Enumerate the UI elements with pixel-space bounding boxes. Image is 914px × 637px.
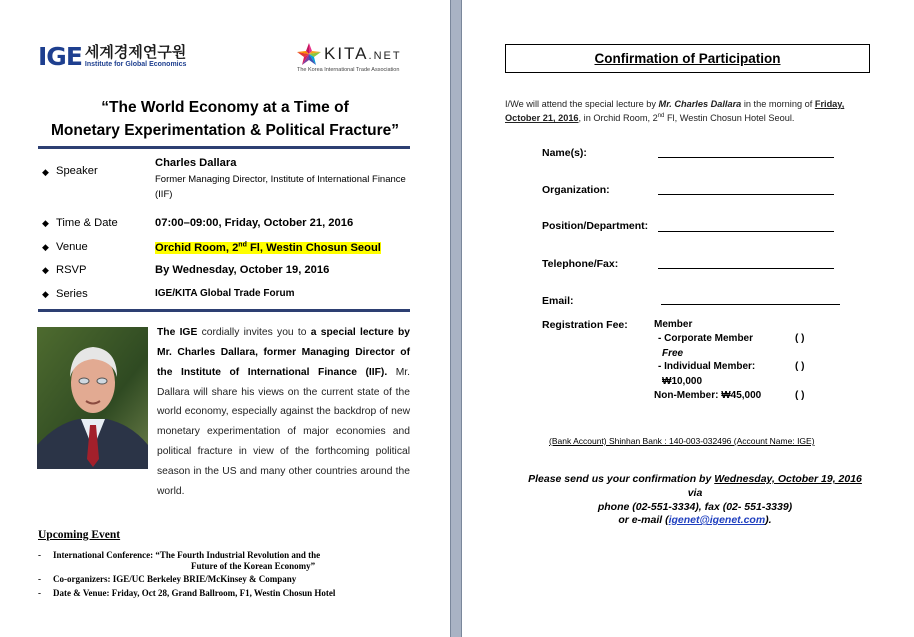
position-field[interactable] [658, 231, 834, 232]
email-label: Email: [542, 295, 574, 307]
corporate-member-price: Free [662, 348, 684, 359]
individual-member-checkbox[interactable]: ( ) [795, 361, 805, 372]
contact-email: or e-mail (igenet@igenet.com). [618, 514, 772, 526]
kita-logo [297, 43, 415, 73]
venue-value: Orchid Room, 2nd Fl, Westin Chosun Seoul [155, 241, 381, 254]
email-link[interactable]: igenet@igenet.com [668, 514, 766, 526]
speaker-label: Speaker [56, 165, 98, 177]
position-label: Position/Department: [542, 220, 649, 232]
speaker-name: Charles Dallara [155, 157, 237, 169]
rsvp-value: By Wednesday, October 19, 2016 [155, 264, 330, 276]
contact-phone-fax: phone (02-551-3334), fax (02- 551-3339) [597, 501, 793, 513]
time-label: Time & Date [56, 217, 118, 229]
member-heading: Member [654, 319, 693, 330]
speaker-title: Former Managing Director, Institute of International Finance (IIF) [155, 174, 406, 200]
ige-korean-name: 세계경제연구원 [84, 43, 187, 61]
name-label: Name(s): [542, 147, 587, 159]
bullet-icon: ◆ [42, 289, 49, 299]
send-confirmation-by: Please send us your confirmation by Wednesday, October 19, 2016 [528, 473, 862, 485]
send-via: via [687, 487, 703, 499]
info-divider [38, 309, 410, 312]
attendance-statement: I/We will attend the special lecture by Mr. Charles Dallara in the morning of Friday, October 21, 2016, in Orchid Room, 2nd Fl, Westin Chosun Hotel Seoul. [505, 99, 845, 124]
corporate-member-option: - Corporate Member [658, 333, 754, 344]
bullet-icon: ◆ [42, 242, 49, 252]
kita-name: KITA.NET [324, 44, 402, 63]
title-divider [38, 146, 410, 149]
kita-star-icon [297, 43, 321, 65]
email-field[interactable] [661, 304, 840, 305]
non-member-option: Non-Member: ₩45,000 [654, 390, 762, 401]
event-title-line-2: Monetary Experimentation & Political Fracture” [51, 122, 399, 139]
bullet-icon: ◆ [42, 265, 49, 275]
bullet-icon: ◆ [42, 218, 49, 228]
organization-field[interactable] [658, 194, 834, 195]
upcoming-event-title: Upcoming Event [38, 529, 121, 541]
telephone-label: Telephone/Fax: [542, 258, 619, 270]
kita-subtitle: The Korea International Trade Association [297, 67, 400, 73]
corporate-member-checkbox[interactable]: ( ) [795, 333, 805, 344]
ige-english-name: Institute for Global Economics [84, 61, 187, 68]
confirmation-title: Confirmation of Participation [505, 44, 870, 73]
telephone-field[interactable] [658, 268, 834, 269]
rsvp-label: RSVP [56, 264, 87, 276]
organization-label: Organization: [542, 184, 610, 196]
non-member-checkbox[interactable]: ( ) [795, 390, 805, 401]
time-value: 07:00–09:00, Friday, October 21, 2016 [155, 217, 354, 229]
individual-member-price: ₩10,000 [662, 376, 703, 387]
speaker-row [42, 157, 412, 207]
series-label: Series [56, 288, 88, 300]
ige-logo [38, 44, 186, 70]
series-value: IGE/KITA Global Trade Forum [155, 288, 295, 299]
venue-label: Venue [56, 241, 88, 253]
name-field[interactable] [658, 157, 834, 158]
event-title-line-1: “The World Economy at a Time of [101, 99, 349, 116]
registration-fee-label: Registration Fee: [542, 319, 628, 331]
individual-member-option: - Individual Member: [658, 361, 756, 372]
page-gutter [450, 0, 462, 637]
speaker-photo [37, 327, 148, 469]
lecture-intro: The IGE cordially invites you to a special lecture by Mr. Charles Dallara, former Managing Director of the Institute of International Finance (IIF). Mr. Dallara will share his views on the current state of the world economy, especially against the backdrop of new monetary experimentation of major economies and political fracture in view of the forthcoming political season in the US and many other countries around the world. [157, 327, 410, 497]
bank-account-info: (Bank Account) Shinhan Bank : 140-003-032496 (Account Name: IGE) [549, 436, 815, 446]
ige-logo-mark: IGE [38, 42, 82, 71]
bullet-icon: ◆ [42, 167, 49, 177]
